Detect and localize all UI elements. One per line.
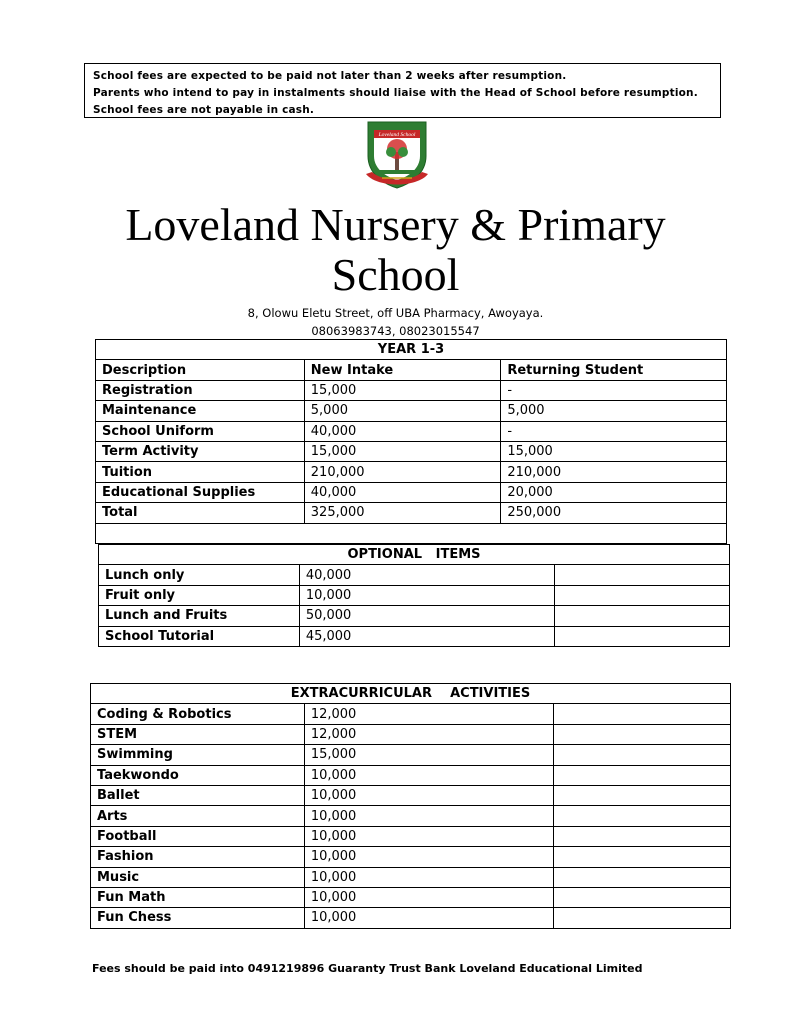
- fee-new-intake: 40,000: [304, 421, 501, 441]
- activity-name: Music: [91, 867, 305, 887]
- activity-price: 10,000: [304, 785, 554, 805]
- item-price: 40,000: [299, 565, 555, 585]
- fee-returning: -: [501, 421, 727, 441]
- activity-price: 10,000: [304, 826, 554, 846]
- fee-new-intake: 40,000: [304, 482, 501, 502]
- table-row: [99, 585, 730, 605]
- activity-name: Swimming: [91, 745, 305, 765]
- school-title-line-1: Loveland Nursery & Primary: [125, 199, 666, 250]
- table-row: [91, 806, 731, 826]
- empty-cell: [554, 826, 731, 846]
- extra-table-title: EXTRACURRICULAR ACTIVITIES: [91, 684, 731, 704]
- svg-text:Loveland School: Loveland School: [378, 132, 416, 138]
- activity-price: 10,000: [304, 847, 554, 867]
- fee-new-intake: 15,000: [304, 441, 501, 461]
- empty-cell: [555, 606, 730, 626]
- activity-name: Ballet: [91, 785, 305, 805]
- header-new-intake: New Intake: [304, 360, 501, 380]
- empty-cell: [554, 887, 731, 907]
- fees-table-title: YEAR 1-3: [96, 340, 727, 360]
- table-row: [91, 785, 731, 805]
- table-row: [96, 401, 727, 421]
- item-price: 50,000: [299, 606, 555, 626]
- fee-description: Total: [96, 503, 305, 523]
- empty-cell: [554, 765, 731, 785]
- fee-description: Maintenance: [96, 401, 305, 421]
- fees-table: [95, 339, 727, 544]
- payment-footer-note: Fees should be paid into 0491219896 Guaranty Trust Bank Loveland Educational Limited: [92, 962, 643, 975]
- table-row: [96, 421, 727, 441]
- fee-returning: -: [501, 380, 727, 400]
- table-row: [91, 867, 731, 887]
- fee-description: Educational Supplies: [96, 482, 305, 502]
- table-row: [91, 847, 731, 867]
- activity-price: 12,000: [304, 704, 554, 724]
- activity-name: Fashion: [91, 847, 305, 867]
- header-returning-student: Returning Student: [501, 360, 727, 380]
- item-price: 45,000: [299, 626, 555, 646]
- table-row: [91, 745, 731, 765]
- fee-returning: 15,000: [501, 441, 727, 461]
- item-name: Fruit only: [99, 585, 300, 605]
- item-name: Lunch and Fruits: [99, 606, 300, 626]
- table-row: [91, 724, 731, 744]
- activity-name: STEM: [91, 724, 305, 744]
- notice-line-2: Parents who intend to pay in instalments should liaise with the Head of School before resumption.: [93, 87, 698, 99]
- activity-price: 10,000: [304, 908, 554, 928]
- fee-returning: 20,000: [501, 482, 727, 502]
- notice-box: [84, 63, 721, 118]
- table-row: [96, 441, 727, 461]
- table-row: [96, 380, 727, 400]
- table-row: [91, 908, 731, 928]
- extracurricular-table: [90, 683, 731, 929]
- table-row: [99, 626, 730, 646]
- table-row-total: [96, 503, 727, 523]
- empty-cell: [554, 847, 731, 867]
- school-title-line-2: School: [331, 249, 460, 300]
- table-row: [96, 482, 727, 502]
- item-name: Lunch only: [99, 565, 300, 585]
- activity-name: Football: [91, 826, 305, 846]
- activity-price: 12,000: [304, 724, 554, 744]
- fee-description: School Uniform: [96, 421, 305, 441]
- fees-table-header-row: [96, 360, 727, 380]
- fee-new-intake: 210,000: [304, 462, 501, 482]
- fees-table-title-row: [96, 340, 727, 360]
- empty-cell: [554, 704, 731, 724]
- empty-cell: [554, 724, 731, 744]
- empty-cell: [554, 785, 731, 805]
- fee-description: Tuition: [96, 462, 305, 482]
- activity-price: 10,000: [304, 887, 554, 907]
- empty-cell: [96, 523, 727, 543]
- activity-name: Arts: [91, 806, 305, 826]
- empty-cell: [555, 626, 730, 646]
- school-title: [0, 200, 791, 300]
- header-description: Description: [96, 360, 305, 380]
- notice-line-1: School fees are expected to be paid not later than 2 weeks after resumption.: [93, 70, 567, 82]
- school-phones: 08063983743, 08023015547: [311, 324, 480, 338]
- empty-cell: [554, 745, 731, 765]
- table-row: [91, 887, 731, 907]
- fee-new-intake: 325,000: [304, 503, 501, 523]
- optional-table-title-row: [99, 545, 730, 565]
- notice-line-3: School fees are not payable in cash.: [93, 104, 315, 116]
- activity-price: 15,000: [304, 745, 554, 765]
- activity-name: Coding & Robotics: [91, 704, 305, 724]
- school-address: 8, Olowu Eletu Street, off UBA Pharmacy, Awoyaya.: [247, 306, 544, 320]
- extra-table-title-row: [91, 684, 731, 704]
- empty-cell: [555, 565, 730, 585]
- activity-price: 10,000: [304, 765, 554, 785]
- empty-cell: [554, 806, 731, 826]
- table-row: [91, 826, 731, 846]
- optional-table-title: OPTIONAL ITEMS: [99, 545, 730, 565]
- table-row-empty: [96, 523, 727, 543]
- table-row: [96, 462, 727, 482]
- empty-cell: [554, 867, 731, 887]
- item-price: 10,000: [299, 585, 555, 605]
- fee-returning: 5,000: [501, 401, 727, 421]
- fee-new-intake: 15,000: [304, 380, 501, 400]
- table-row: [99, 606, 730, 626]
- activity-price: 10,000: [304, 806, 554, 826]
- activity-name: Taekwondo: [91, 765, 305, 785]
- table-row: [91, 704, 731, 724]
- school-crest-logo: [362, 118, 432, 190]
- empty-cell: [555, 585, 730, 605]
- table-row: [91, 765, 731, 785]
- fee-returning: 250,000: [501, 503, 727, 523]
- empty-cell: [554, 908, 731, 928]
- activity-name: Fun Math: [91, 887, 305, 907]
- fee-returning: 210,000: [501, 462, 727, 482]
- optional-items-table: [98, 544, 730, 647]
- fee-description: Registration: [96, 380, 305, 400]
- activity-name: Fun Chess: [91, 908, 305, 928]
- table-row: [99, 565, 730, 585]
- activity-price: 10,000: [304, 867, 554, 887]
- fee-new-intake: 5,000: [304, 401, 501, 421]
- fee-description: Term Activity: [96, 441, 305, 461]
- item-name: School Tutorial: [99, 626, 300, 646]
